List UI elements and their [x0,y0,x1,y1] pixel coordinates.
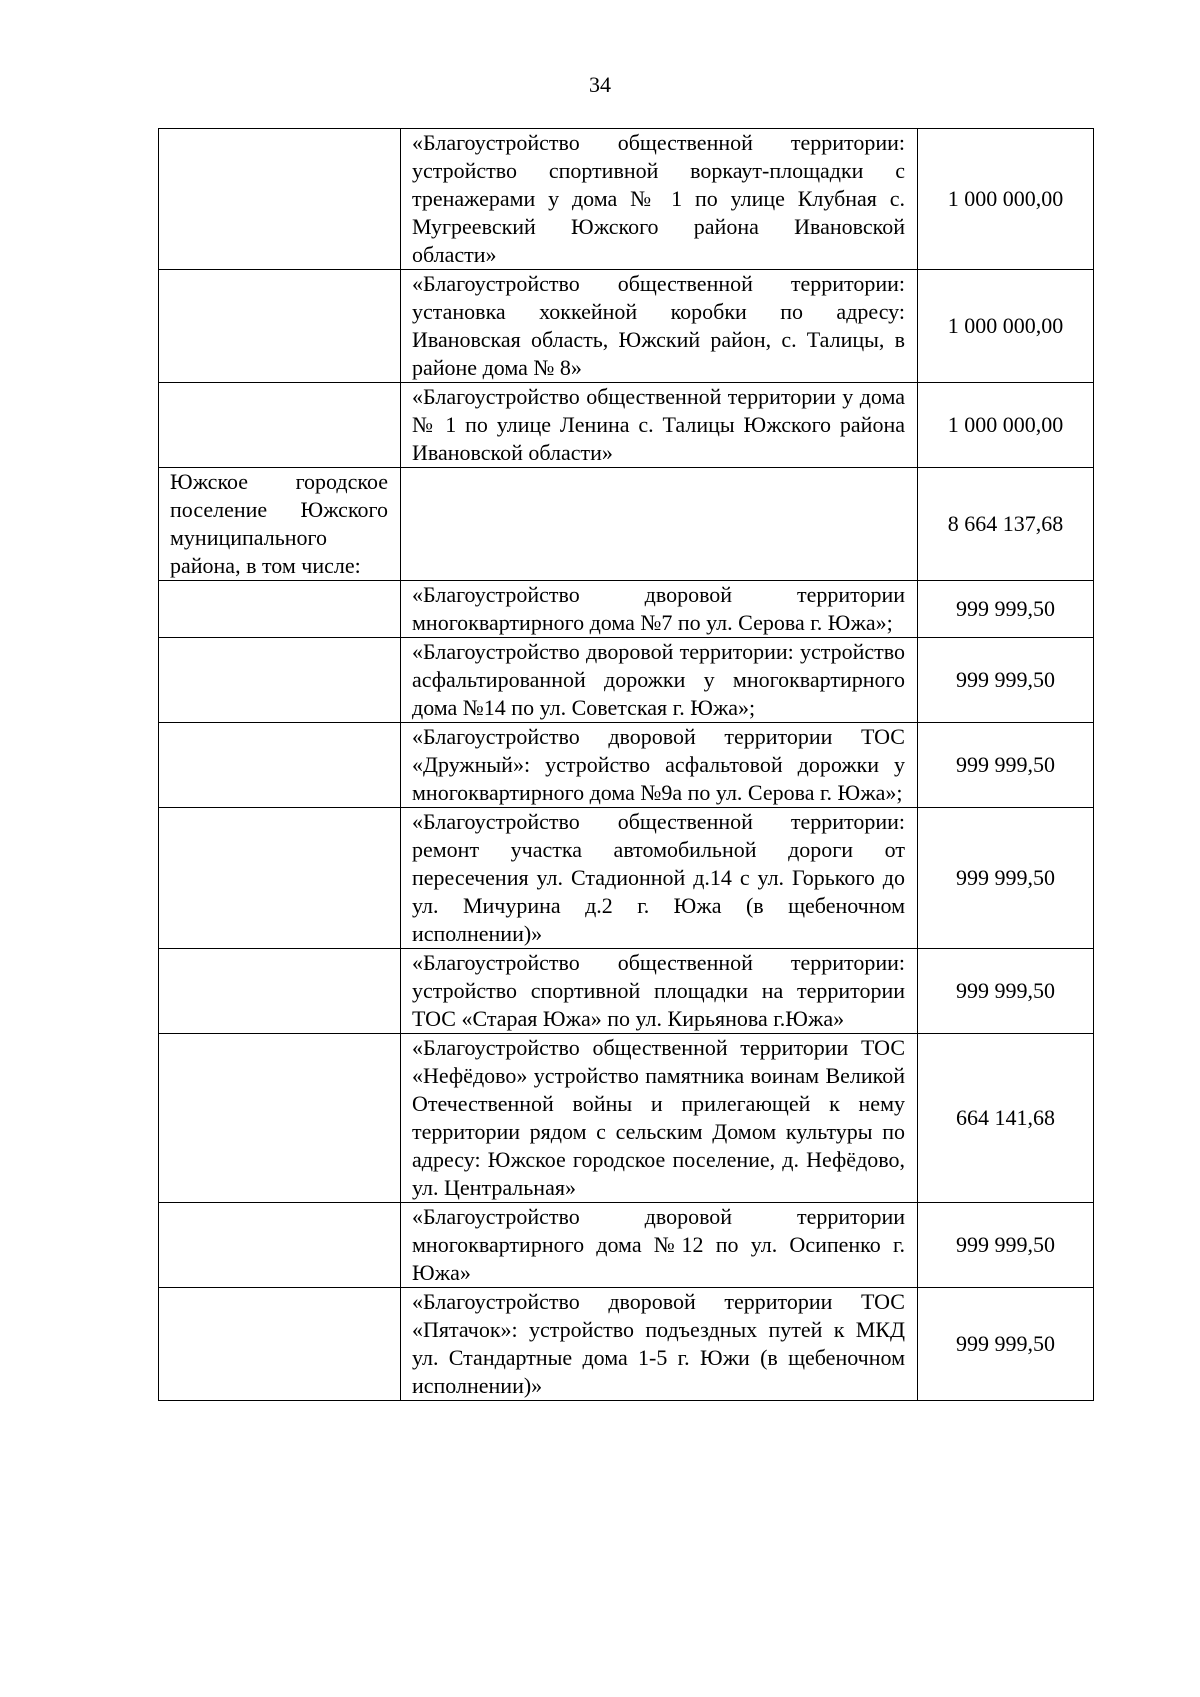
recipient-cell [159,949,401,1034]
table-row [159,638,1094,723]
amount-cell: 999 999,50 [918,1203,1094,1288]
project-cell: «Благоустройство дворовой территории многоквартирного дома №7 по ул. Серова г. Южа»; [401,581,918,638]
recipient-cell [159,808,401,949]
table-row [159,383,1094,468]
project-cell: «Благоустройство общественной территории: установка хоккейной коробки по адресу: Ивановская область, Южский район, с. Талицы, в районе дома № 8» [401,270,918,383]
recipient-cell: Южское городское поселение Южского муниципального района, в том числе: [159,468,401,581]
table-row [159,1203,1094,1288]
project-cell: «Благоустройство дворовой территории многоквартирного дома №12 по ул. Осипенко г. Южа» [401,1203,918,1288]
amount-cell: 999 999,50 [918,581,1094,638]
project-cell: «Благоустройство дворовой территории: устройство асфальтированной дорожки у многоквартирного дома №14 по ул. Советская г. Южа»; [401,638,918,723]
amount-cell: 1 000 000,00 [918,129,1094,270]
amount-cell: 999 999,50 [918,1288,1094,1401]
project-cell: «Благоустройство общественной территории ТОС «Нефёдово» устройство памятника воинам Великой Отечественной войны и прилегающей к нему территории рядом с сельским Домом культуры по адресу: Южское городское поселение, д. Нефёдово, ул. Центральная» [401,1034,918,1203]
table-row [159,723,1094,808]
recipient-cell [159,1203,401,1288]
table-row [159,468,1094,581]
amount-cell: 999 999,50 [918,723,1094,808]
amount-cell: 999 999,50 [918,949,1094,1034]
page-number: 34 [589,72,611,97]
project-cell: «Благоустройство общественной территории: устройство спортивной площадки на территории ТОС «Старая Южа» по ул. Кирьянова г.Южа» [401,949,918,1034]
project-cell: «Благоустройство дворовой территории ТОС «Дружный»: устройство асфальтовой дорожки у многоквартирного дома №9а по ул. Серова г. Южа»; [401,723,918,808]
recipient-cell [159,1288,401,1401]
amount-cell: 664 141,68 [918,1034,1094,1203]
amount-cell: 1 000 000,00 [918,270,1094,383]
recipient-cell [159,383,401,468]
recipient-cell [159,723,401,808]
project-cell [401,468,918,581]
table-row [159,129,1094,270]
project-cell: «Благоустройство общественной территории: ремонт участка автомобильной дороги от пересечения ул. Стадионной д.14 с ул. Горького до ул. Мичурина д.2 г. Южа (в щебеночном исполнении)» [401,808,918,949]
amount-cell: 999 999,50 [918,638,1094,723]
table-row [159,581,1094,638]
recipient-cell [159,1034,401,1203]
recipient-cell [159,638,401,723]
project-cell: «Благоустройство дворовой территории ТОС «Пятачок»: устройство подъездных путей к МКД ул. Стандартные дома 1-5 г. Южи (в щебеночном исполнении)» [401,1288,918,1401]
amount-cell: 1 000 000,00 [918,383,1094,468]
recipient-cell [159,581,401,638]
table-row [159,808,1094,949]
table-row [159,1034,1094,1203]
table-row [159,1288,1094,1401]
amount-cell: 999 999,50 [918,808,1094,949]
amount-cell: 8 664 137,68 [918,468,1094,581]
budget-table [158,128,1094,1401]
budget-table-body [159,129,1094,1401]
recipient-cell [159,270,401,383]
table-row [159,270,1094,383]
recipient-cell [159,129,401,270]
project-cell: «Благоустройство общественной территории: устройство спортивной воркаут-площадки с тренажерами у дома № 1 по улице Клубная с. Мугреевский Южского района Ивановской области» [401,129,918,270]
table-row [159,949,1094,1034]
project-cell: «Благоустройство общественной территории у дома № 1 по улице Ленина с. Талицы Южского района Ивановской области» [401,383,918,468]
